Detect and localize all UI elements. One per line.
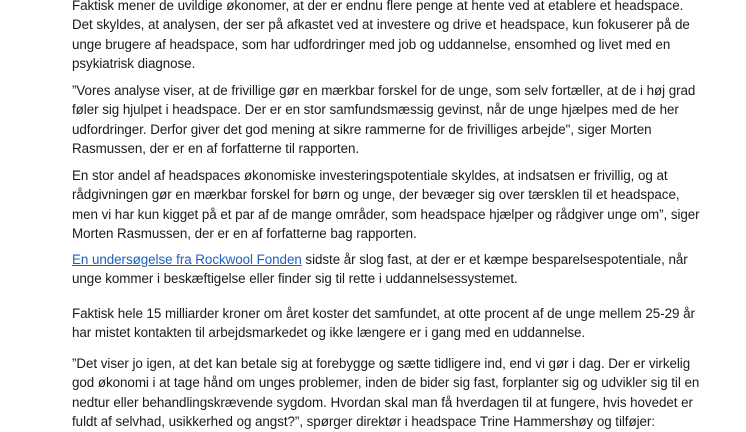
- text-line: udfordringer. Derfor giver det god mening at sikre rammerne for de frivilliges arbejde", siger Morten: [72, 121, 652, 137]
- text-line: fuldt af selvhad, usikkerhed og angst?”, spørger direktør i headspace Trine Hammershøy og tilføjer:: [72, 414, 656, 430]
- paragraph-quote-volunteers: [72, 81, 695, 159]
- text-line: har mistet kontakten til arbejdsmarkedet og ikke længere er i gang med en uddannelse.: [72, 325, 586, 341]
- text-line: [72, 250, 688, 269]
- text-line: unge kommer i beskæftigelse eller finder sig til rette i uddannelsessystemet.: [72, 271, 518, 287]
- rockwool-study-link[interactable]: En undersøgelse fra Rockwool Fonden: [72, 252, 302, 267]
- paragraph-quote-director: [72, 354, 699, 432]
- paragraph-investment-potential: [72, 166, 700, 244]
- text-after-link: sidste år slog fast, at der er et kæmpe besparelsespotentiale, når: [301, 252, 688, 267]
- paragraph-15-billion: [72, 304, 695, 343]
- text-line: men vi har kun kigget på et par af de mange områder, som headspace hjælper og rådgiver unge om”, siger: [72, 206, 700, 222]
- text-line: ”Vores analyse viser, at de frivillige gør en mærkbar forskel for de unge, som selv fortæller, at de i høj grad: [72, 83, 696, 98]
- text-line: nedtur eller behandlingskrævende sygdom. Hvordan skal man få hverdagen til at fungere, hvis hovedet er: [72, 394, 693, 410]
- paragraph-rockwool: [72, 250, 688, 289]
- text-line: Faktisk mener de uvildige økonomer, at der er endnu flere penge at hente ved at etablere et headspace.: [72, 0, 684, 13]
- paragraph-economists: [72, 0, 690, 74]
- text-line: føler sig hjulpet i headspace. Der er en stor samfundsmæssig gevinst, når de unge hjælpes med de her: [72, 102, 679, 118]
- text-line: psykiatrisk diagnose.: [72, 56, 196, 72]
- text-line: unge brugere af headspace, som har udfordringer med job og uddannelse, ensomhed og livet med en: [72, 36, 671, 52]
- text-line: rådgivningen gør en mærkbar forskel for børn og unge, der bevæger sig over tærsklen til et headspace,: [72, 187, 680, 203]
- text-line: Rasmussen, der er en af forfatterne til rapporten.: [72, 141, 360, 157]
- text-line: Faktisk hele 15 milliarder kroner om året koster det samfundet, at otte procent af de unge mellem 25-29 år: [72, 306, 695, 321]
- text-line: god økonomi i at tage hånd om unges problemer, inden de bider sig fast, forplanter sig og udvikler sig til en: [72, 375, 700, 391]
- text-line: ”Det viser jo igen, at det kan betale sig at forebygge og sætte tidligere ind, end vi gør i dag. Der er virkelig: [72, 356, 691, 371]
- text-line: Morten Rasmussen, der er en af forfatterne bag rapporten.: [72, 226, 417, 242]
- text-line: Det skyldes, at analysen, der ser på afkastet ved at investere og drive et headspace, kun fokuserer på de: [72, 17, 690, 33]
- text-line: En stor andel af headspaces økonomiske investeringspotentiale skyldes, at indsatsen er frivillig, og at: [72, 168, 668, 183]
